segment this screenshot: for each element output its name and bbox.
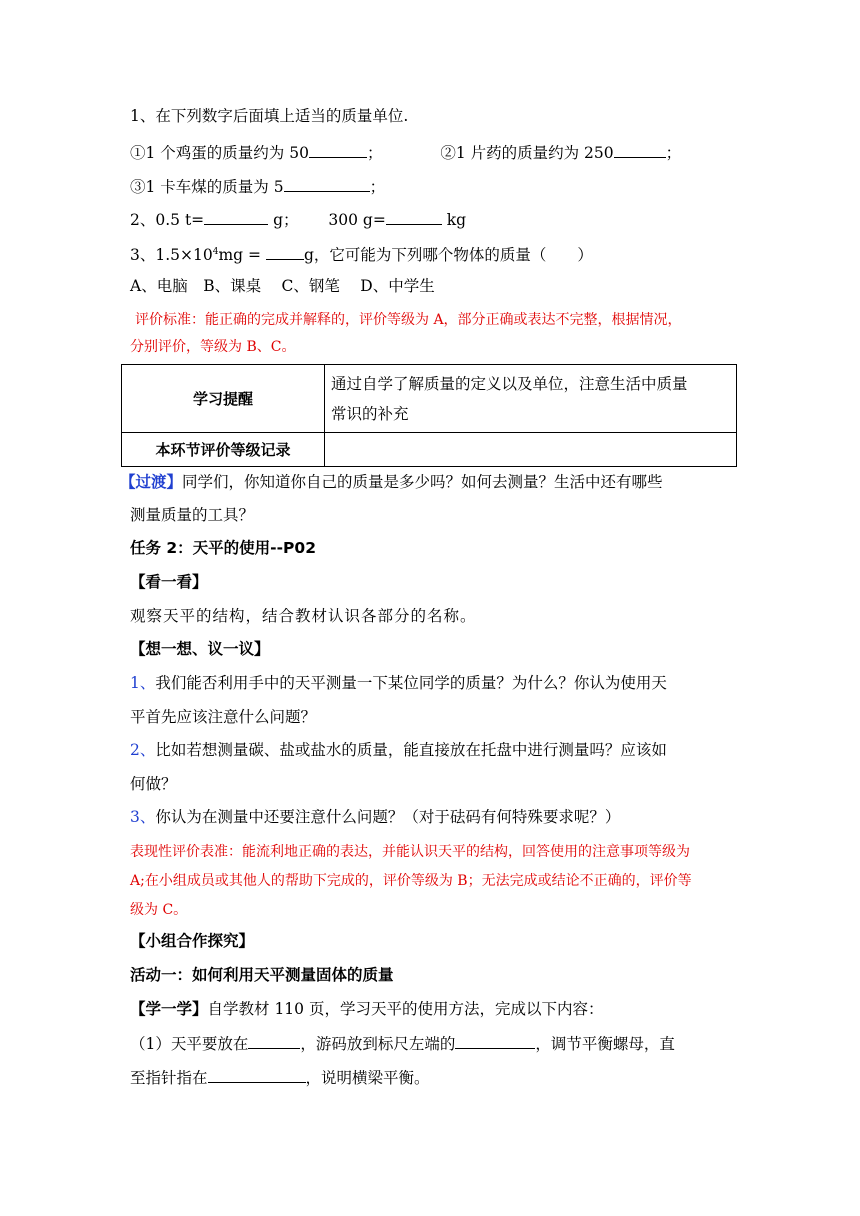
q1-item-a: ①1 个鸡蛋的质量约为 50 — [130, 144, 309, 162]
blank[interactable] — [309, 141, 367, 158]
think-heading: 【想一想、议一议】 — [130, 640, 270, 658]
q2: 2、0.5 t= g； 300 g= kg — [130, 208, 466, 230]
think-item-2-cont: 何做？ — [130, 775, 177, 793]
blank[interactable] — [266, 243, 304, 260]
study-reminder-table — [121, 364, 737, 467]
step-1-line2: 至指针指在 ，说明横梁平衡。 — [130, 1066, 430, 1088]
think-item-3: 3、你认为在测量中还要注意什么问题？（对于砝码有何特殊要求呢？） — [130, 808, 621, 826]
q1-item-b: ②1 片药的质量约为 250 — [440, 144, 614, 162]
blank[interactable] — [386, 208, 442, 225]
q3-options: A、电脑 B、课桌 C、钢笔 D、中学生 — [130, 277, 435, 295]
table-row — [122, 433, 737, 467]
think-item-2: 2、比如若想测量碳、盐或盐水的质量，能直接放在托盘中进行测量吗？应该如 — [130, 741, 667, 759]
blank[interactable] — [204, 208, 268, 225]
performance-eval-line3: 级为 C。 — [130, 902, 188, 918]
reminder-label: 学习提醒 — [122, 365, 325, 433]
reminder-text: 通过自学了解质量的定义以及单位，注意生活中质量 常识的补充 — [325, 365, 737, 433]
grade-record-cell[interactable] — [325, 433, 737, 467]
q1-line-c: ③1 卡车煤的质量为 5 ； — [130, 175, 385, 197]
activity-one: 活动一：如何利用天平测量固体的质量 — [130, 966, 394, 984]
learn-line: 【学一学】自学教材 110 页，学习天平的使用方法，完成以下内容： — [130, 1000, 604, 1018]
q1-title: 1、在下列数字后面填上适当的质量单位. — [130, 107, 409, 125]
transition-line1: 【过渡】同学们，你知道你自己的质量是多少吗？如何去测量？生活中还有哪些 — [120, 473, 663, 491]
blank[interactable] — [614, 141, 666, 158]
task2-heading: 任务 2：天平的使用--P02 — [130, 539, 316, 557]
q1-item-c: ③1 卡车煤的质量为 5 — [130, 178, 284, 196]
look-text: 观察天平的结构，结合教材认识各部分的名称。 — [130, 607, 477, 625]
think-item-1-cont: 平首先应该注意什么问题？ — [130, 708, 317, 726]
performance-eval-line2: A;在小组成员或其他人的帮助下完成的，评价等级为 B；无法完成或结论不正确的，评价等 — [130, 873, 692, 889]
eval-standard-line2: 分别评价，等级为 B、C。 — [130, 339, 296, 355]
transition-tag: 【过渡】 — [120, 473, 183, 491]
step-1-line1: （1）天平要放在 ，游码放到标尺左端的 ，调节平衡螺母，直 — [130, 1032, 675, 1054]
q1-line-ab: ①1 个鸡蛋的质量约为 50 ； ②1 片药的质量约为 250 ； — [130, 141, 681, 163]
q3: 3、$1.5\times 10^4mg = g$，它可能为下列哪个物体的质量（ ） — [130, 242, 593, 265]
transition-line2: 测量质量的工具？ — [130, 506, 255, 524]
grade-record-label: 本环节评价等级记录 — [122, 433, 325, 467]
blank[interactable] — [248, 1032, 300, 1049]
blank[interactable] — [208, 1066, 306, 1083]
learn-tag: 【学一学】 — [130, 1000, 208, 1018]
blank[interactable] — [284, 175, 370, 192]
table-row — [122, 365, 737, 433]
blank[interactable] — [455, 1032, 535, 1049]
performance-eval-line1: 表现性评价表准：能流利地正确的表达，并能认识天平的结构，回答使用的注意事项等级为 — [130, 844, 690, 860]
eval-standard-line1: 评价标准：能正确的完成并解释的，评价等级为 A，部分正确或表达不完整，根据情况， — [135, 312, 682, 328]
look-heading: 【看一看】 — [130, 573, 208, 591]
think-item-1: 1、我们能否利用手中的天平测量一下某位同学的质量？为什么？你认为使用天 — [130, 674, 667, 692]
group-heading: 【小组合作探究】 — [130, 932, 255, 950]
